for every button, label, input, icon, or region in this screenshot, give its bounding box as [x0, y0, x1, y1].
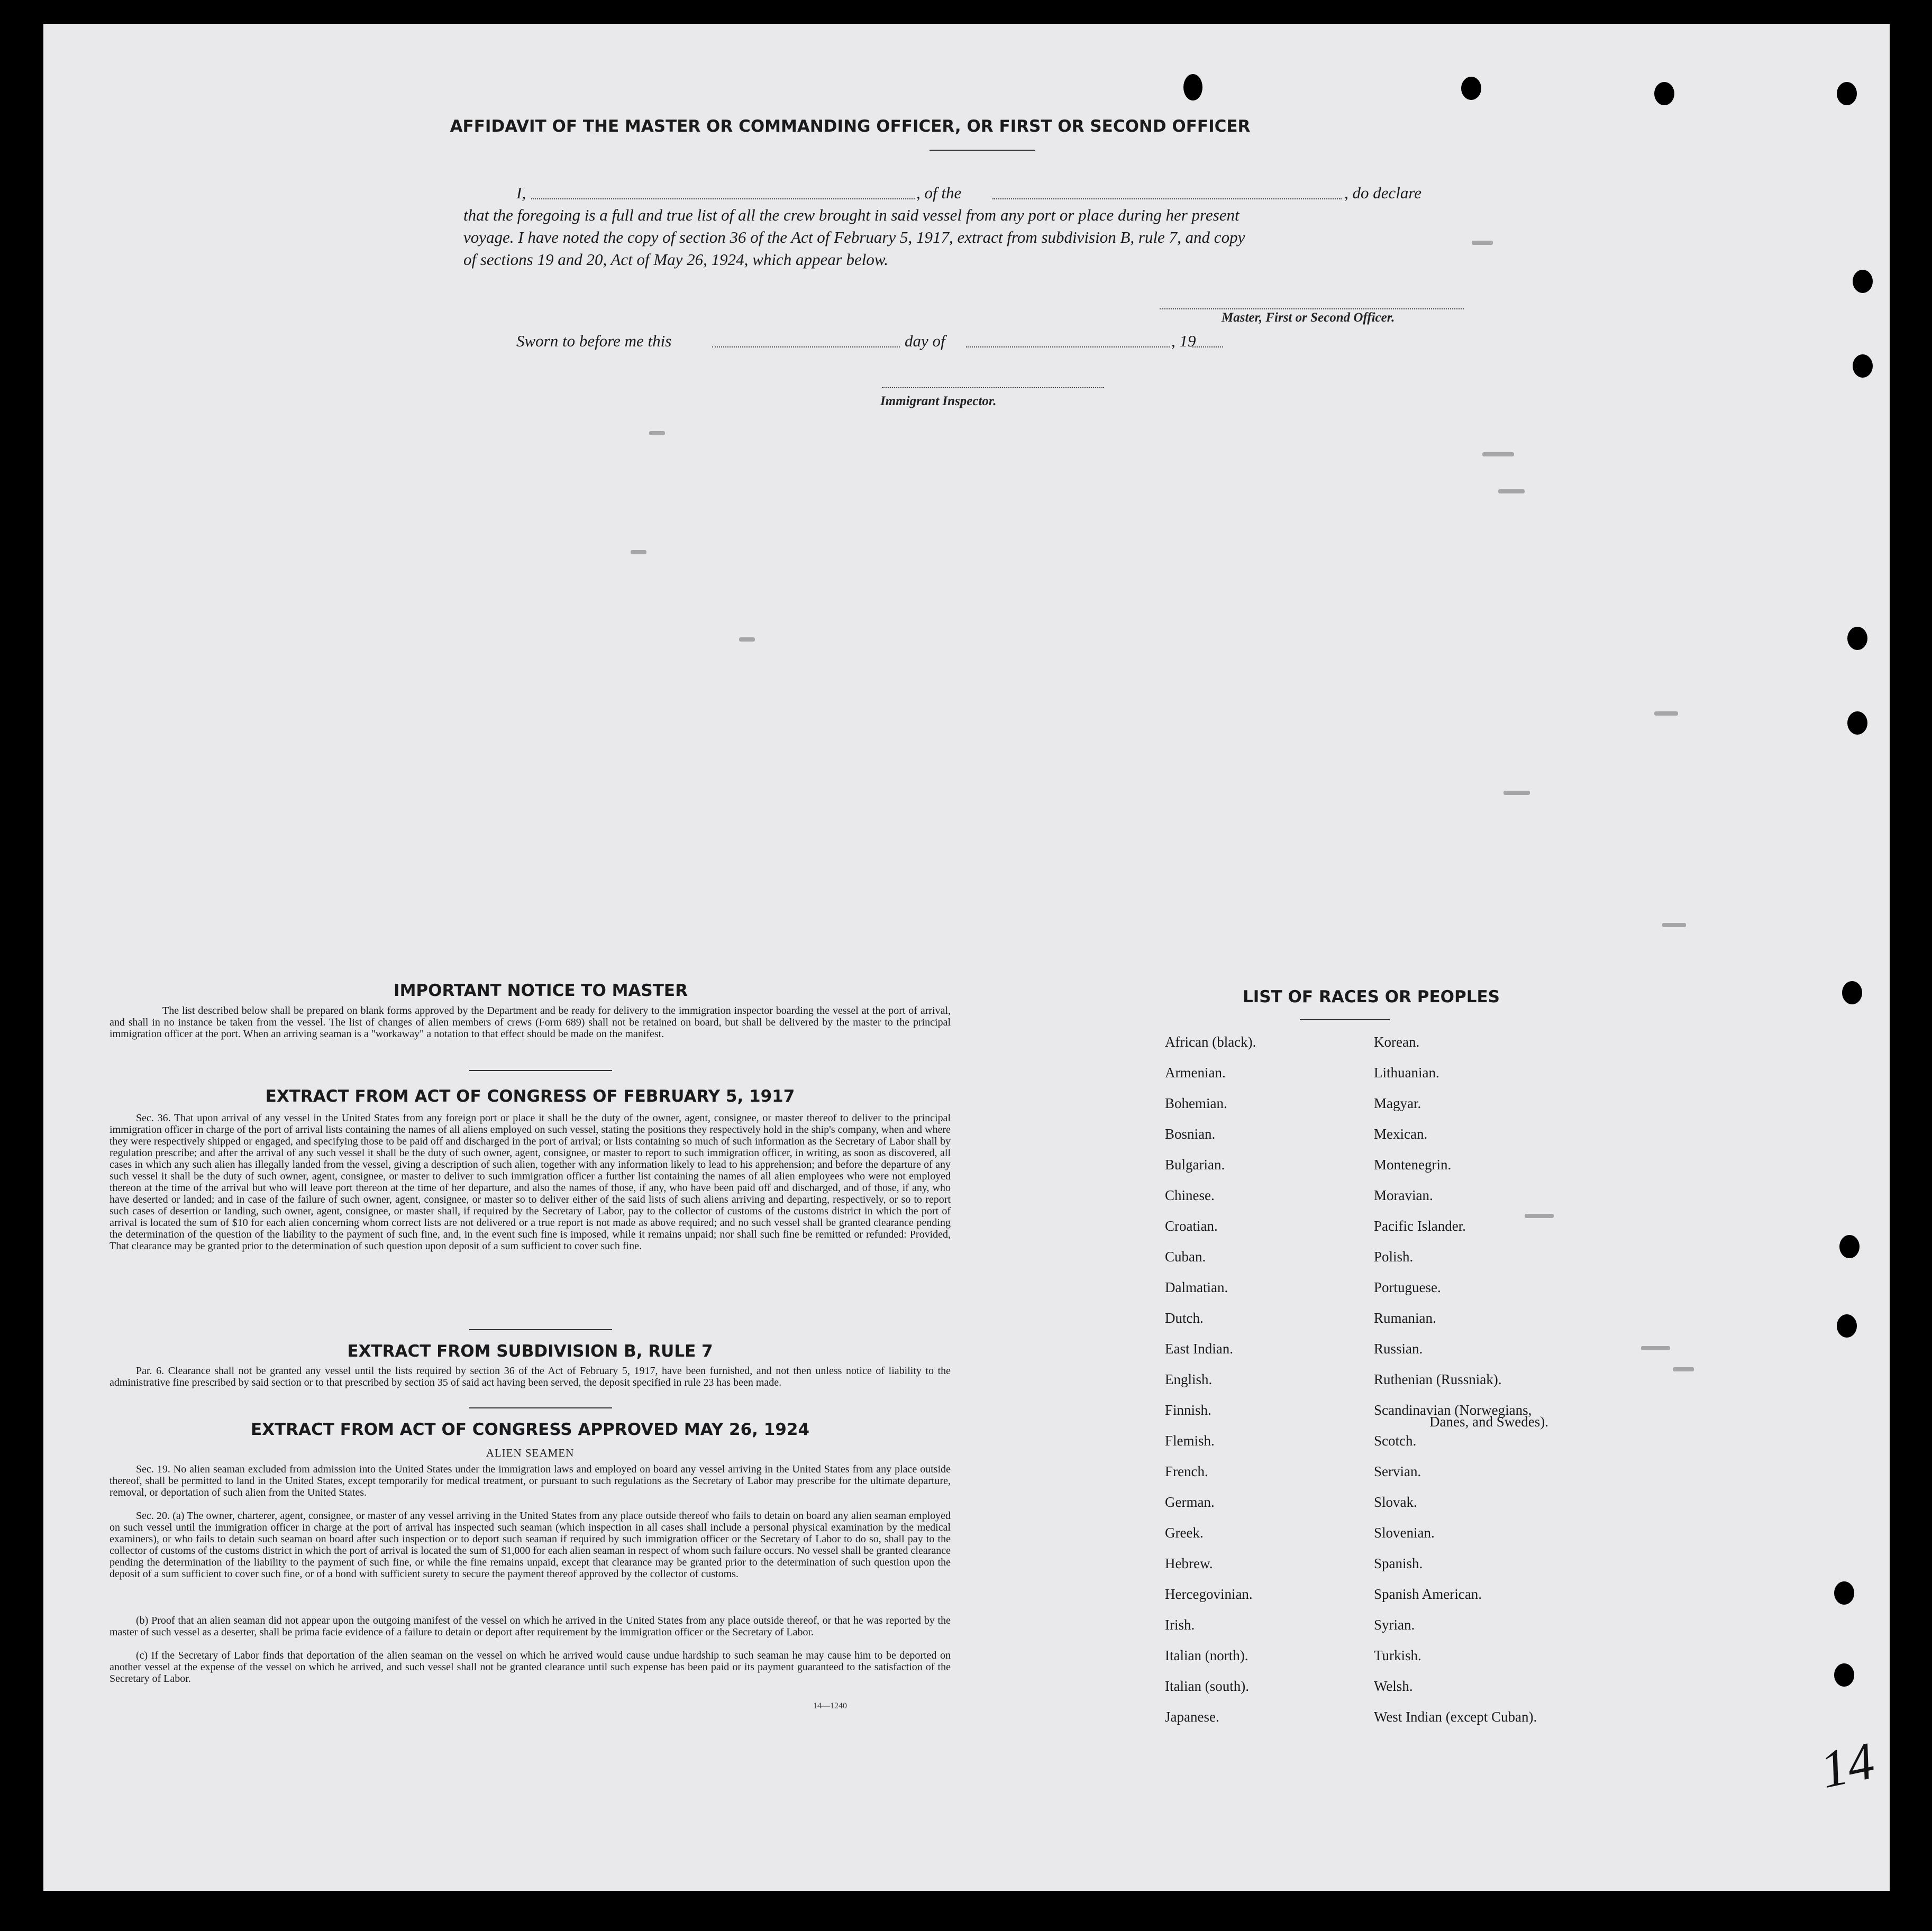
race-item: West Indian (except Cuban).: [1374, 1709, 1537, 1725]
binder-hole: [1853, 354, 1873, 378]
race-item: East Indian.: [1165, 1341, 1233, 1357]
bleed-through-mark: [1662, 923, 1686, 927]
year-label: , 19: [1171, 332, 1196, 350]
race-item: Syrian.: [1374, 1617, 1415, 1633]
race-item: Polish.: [1374, 1249, 1414, 1265]
race-item: Armenian.: [1165, 1065, 1226, 1081]
bleed-through-mark: [1525, 1214, 1554, 1218]
form-number: 14—1240: [813, 1701, 847, 1710]
sworn-year-blank[interactable]: [1192, 346, 1223, 347]
race-item: Finnish.: [1165, 1402, 1211, 1418]
race-item: Cuban.: [1165, 1249, 1206, 1265]
notice-title: IMPORTANT NOTICE TO MASTER: [394, 981, 688, 1000]
do-declare-label: , do declare: [1344, 184, 1422, 202]
binder-hole: [1837, 82, 1857, 105]
race-item: Scandinavian (Norwegians,: [1374, 1402, 1532, 1418]
section-rule: [469, 1407, 612, 1408]
bleed-through-mark: [1498, 489, 1525, 493]
inspector-label: Immigrant Inspector.: [880, 394, 997, 408]
race-item: Slovak.: [1374, 1494, 1417, 1510]
race-item: Welsh.: [1374, 1678, 1413, 1694]
race-item: Irish.: [1165, 1617, 1195, 1633]
affidavit-title: AFFIDAVIT OF THE MASTER OR COMMANDING OFFICER, OR FIRST OR SECOND OFFICER: [450, 117, 1251, 136]
bleed-through-mark: [649, 431, 665, 435]
bleed-through-mark: [631, 550, 646, 554]
binder-hole: [1183, 74, 1202, 100]
sworn-label: Sworn to before me this: [516, 332, 672, 350]
race-item: Spanish American.: [1374, 1586, 1482, 1602]
sworn-day-blank[interactable]: [712, 346, 900, 347]
race-item: French.: [1165, 1463, 1208, 1479]
bleed-through-mark: [1654, 711, 1678, 716]
affidavit-line-3: voyage. I have noted the copy of section 36 of the Act of February 5, 1917, extract from subdivision B, rule 7, and copy: [463, 228, 1245, 246]
inspector-signature-blank[interactable]: [882, 387, 1104, 388]
rule-7-title: EXTRACT FROM SUBDIVISION B, RULE 7: [347, 1342, 713, 1361]
race-item: Scotch.: [1374, 1433, 1417, 1449]
binder-hole: [1853, 270, 1873, 293]
extract-1924-title: EXTRACT FROM ACT OF CONGRESS APPROVED MAY 26, 1924: [250, 1420, 810, 1439]
race-item: Bohemian.: [1165, 1095, 1227, 1111]
extract-1924-sec20c: (c) If the Secretary of Labor finds that deportation of the alien seaman on the vessel on which he arrived would cause undue hardship to such seaman he may cause him to be deported on another vessel at the expense of the vessel on which he arrived, and such vessel shall not be granted clearance until such expense has been paid or its payment guaranteed to the satisfaction of the Secretary of Labor.: [110, 1650, 951, 1685]
race-item: Greek.: [1165, 1525, 1204, 1541]
race-item: Croatian.: [1165, 1218, 1218, 1234]
bleed-through-mark: [1503, 791, 1530, 795]
race-item: Korean.: [1374, 1034, 1420, 1050]
section-rule: [469, 1329, 612, 1330]
bleed-through-mark: [739, 637, 755, 642]
binder-hole: [1837, 1314, 1857, 1338]
signature-blank[interactable]: [1160, 308, 1464, 309]
race-item: German.: [1165, 1494, 1215, 1510]
race-item: African (black).: [1165, 1034, 1256, 1050]
race-item: Turkish.: [1374, 1648, 1421, 1663]
race-item: English.: [1165, 1371, 1213, 1387]
race-item: Mexican.: [1374, 1126, 1428, 1142]
race-item: Chinese.: [1165, 1187, 1215, 1203]
binder-hole: [1834, 1663, 1854, 1687]
race-item: Japanese.: [1165, 1709, 1219, 1725]
binder-hole: [1839, 1235, 1860, 1258]
binder-hole: [1834, 1581, 1854, 1605]
affidavit-line-2: that the foregoing is a full and true list of all the crew brought in said vessel from any port or place during her present: [463, 206, 1240, 224]
binder-hole: [1654, 82, 1674, 105]
race-item: Rumanian.: [1374, 1310, 1436, 1326]
race-item: Servian.: [1374, 1463, 1421, 1479]
race-item: Dalmatian.: [1165, 1279, 1228, 1295]
binder-hole: [1461, 77, 1481, 100]
document-page: [43, 24, 1890, 1891]
race-item: Russian.: [1374, 1341, 1423, 1357]
bleed-through-mark: [1482, 452, 1514, 456]
sworn-line: [463, 330, 1548, 352]
race-item: Bosnian.: [1165, 1126, 1216, 1142]
bleed-through-mark: [1673, 1367, 1694, 1371]
race-item: Bulgarian.: [1165, 1157, 1225, 1173]
notice-body: The list described below shall be prepared on blank forms approved by the Department and be ready for delivery to the immigration inspector boarding the vessel at the port of arrival, and shall in no instance be taken from the vessel. The list of changes of alien members of crews (Form 689) shall not be retained on board, but shall be delivered by the master to the principal immigration officer at the port. When an arriving seaman is a "workaway" a notation to that effect should be made on the manifest.: [110, 1005, 951, 1040]
race-item: Montenegrin.: [1374, 1157, 1452, 1173]
race-item: Spanish.: [1374, 1555, 1423, 1571]
race-item: Pacific Islander.: [1374, 1218, 1466, 1234]
extract-1917-body: Sec. 36. That upon arrival of any vessel in the United States from any foreign port or place it shall be the duty of the owner, agent, consignee, or master thereof to deliver to the principal immigration officer in charge of the port of arrival lists containing the names of all aliens employed on such vessel, stating the positions they respectively hold in the ship's company, when and where they were respectively shipped or engaged, and specifying those to be paid off and discharged in the port of arrival; or lists containing so much of such information as the Secretary of Labor shall by regulation prescribe; and after the arrival of any such vessel it shall be the duty of such owner, agent, consignee, or master to report to such immigration officer, in writing, as soon as discovered, all cases in which any such alien has illegally landed from the vessel, giving a description of such alien, together with any information likely to lead to his apprehension; and before the departure of any such vessel it shall be the duty of such owner, agent, consignee, or master to deliver to such immigration officer a further list containing the names of all alien employees who were not employed thereon at the time of the arrival but who will leave port thereon at the time of her departure, and also the names of those, if any, who have been paid off and discharged, and of those, if any, who have deserted or landed; and in case of the failure of such owner, agent, consignee, or master so to deliver either of the said lists of such aliens arriving and departing, respectively, or so to report such cases of desertion or landing, such owner, agent, consignee, or master shall, if required by the Secretary of Labor, pay to the collector of customs of the customs district in which the port of arrival is located the sum of $10 for each alien concerning whom correct lists are not delivered or a true report is not made as above required; and no such vessel shall be granted clearance pending the determination of the question of the liability to the payment of such fine, and, in the event such fine is imposed, while it remains unpaid; nor shall such fine be remitted or refunded: Provided, That clearance may be granted prior to the determination of such question upon deposit of a sum sufficient to cover such fine.: [110, 1112, 951, 1252]
race-item: Magyar.: [1374, 1095, 1421, 1111]
day-of-label: day of: [905, 332, 945, 350]
title-rule: [929, 150, 1035, 151]
affidavit-line-4: of sections 19 and 20, Act of May 26, 1924, which appear below.: [463, 250, 889, 269]
races-title: LIST OF RACES OR PEOPLES: [1242, 987, 1500, 1006]
extract-1924-sec20a: Sec. 20. (a) The owner, charterer, agent, consignee, or master of any vessel arriving in the United States from any place outside thereof who fails to detain on board any alien seaman employed on such vessel until the immigration officer in charge at the port of arrival has inspected such seaman (which inspection in all cases shall include a personal physical examination by the medical examiners), or who fails to detain such seaman on board after such inspection or to deport such seaman if required by such immigration officer or the Secretary of Labor to do so, shall pay to the collector of customs of the customs district in which the port of arrival is located the sum of $1,000 for each alien seaman in respect of whom such failure occurs. No vessel shall be granted clearance pending the determination of the liability to the payment of such fine, or while the fine remains unpaid, except that clearance may be granted prior to the determination of such question upon the deposit of a sum sufficient to cover such fine, or of a bond with sufficient surety to secure the payment thereof approved by the collector of customs.: [110, 1510, 951, 1580]
race-item: Italian (north).: [1165, 1648, 1248, 1663]
races-title-rule: [1300, 1019, 1390, 1020]
extract-1924-sec19: Sec. 19. No alien seaman excluded from admission into the United States under the immigration laws and employed on board any vessel arriving in the United States from any place outside thereof, shall be permitted to land in the United States, except temporarily for medical treatment, or pursuant to such regulations as the Secretary of Labor may prescribe for the ultimate departure, removal, or deportation of such alien from the United States.: [110, 1463, 951, 1498]
vessel-blank[interactable]: [992, 198, 1342, 199]
rule-7-body: Par. 6. Clearance shall not be granted any vessel until the lists required by section 36 of the Act of February 5, 1917, have been furnished, and not then unless notice of liability to the administrative fine prescribed by said section or to that prescribed by section 35 of said act having been served, the deposit specified in rule 23 has been made.: [110, 1365, 951, 1388]
race-item: Italian (south).: [1165, 1678, 1249, 1694]
of-the-label: , of the: [916, 184, 962, 202]
race-item: Hercegovinian.: [1165, 1586, 1253, 1602]
section-rule: [469, 1070, 612, 1071]
binder-hole: [1842, 981, 1862, 1004]
extract-1924-sec20b: (b) Proof that an alien seaman did not appear upon the outgoing manifest of the vessel on which he arrived in the United States from any place outside thereof, or that he was reported by the master of such vessel as a deserter, shall be prima facie evidence of a failure to detain or deport after requirement by the immigration officer or the Secretary of Labor.: [110, 1615, 951, 1638]
race-item: Moravian.: [1374, 1187, 1433, 1203]
binder-hole: [1847, 711, 1867, 735]
race-item: Ruthenian (Russniak).: [1374, 1371, 1502, 1387]
signature-label: Master, First or Second Officer.: [1222, 310, 1395, 325]
race-item: Flemish.: [1165, 1433, 1215, 1449]
race-item: Portuguese.: [1374, 1279, 1441, 1295]
sworn-month-blank[interactable]: [966, 346, 1170, 347]
race-item: Hebrew.: [1165, 1555, 1213, 1571]
extract-1924-subtitle: ALIEN SEAMEN: [486, 1447, 575, 1459]
race-item: Lithuanian.: [1374, 1065, 1439, 1081]
affidavit-line-1: [463, 181, 1548, 204]
i-label: I,: [516, 184, 526, 202]
race-item: Slovenian.: [1374, 1525, 1435, 1541]
name-blank[interactable]: [531, 198, 915, 199]
race-scandinavian-continuation: Danes, and Swedes).: [1429, 1414, 1548, 1430]
binder-hole: [1847, 627, 1867, 650]
race-item: Dutch.: [1165, 1310, 1204, 1326]
bleed-through-mark: [1641, 1346, 1670, 1350]
extract-1917-title: EXTRACT FROM ACT OF CONGRESS OF FEBRUARY 5, 1917: [265, 1087, 795, 1106]
handwritten-page-number: 14: [1815, 1731, 1880, 1800]
